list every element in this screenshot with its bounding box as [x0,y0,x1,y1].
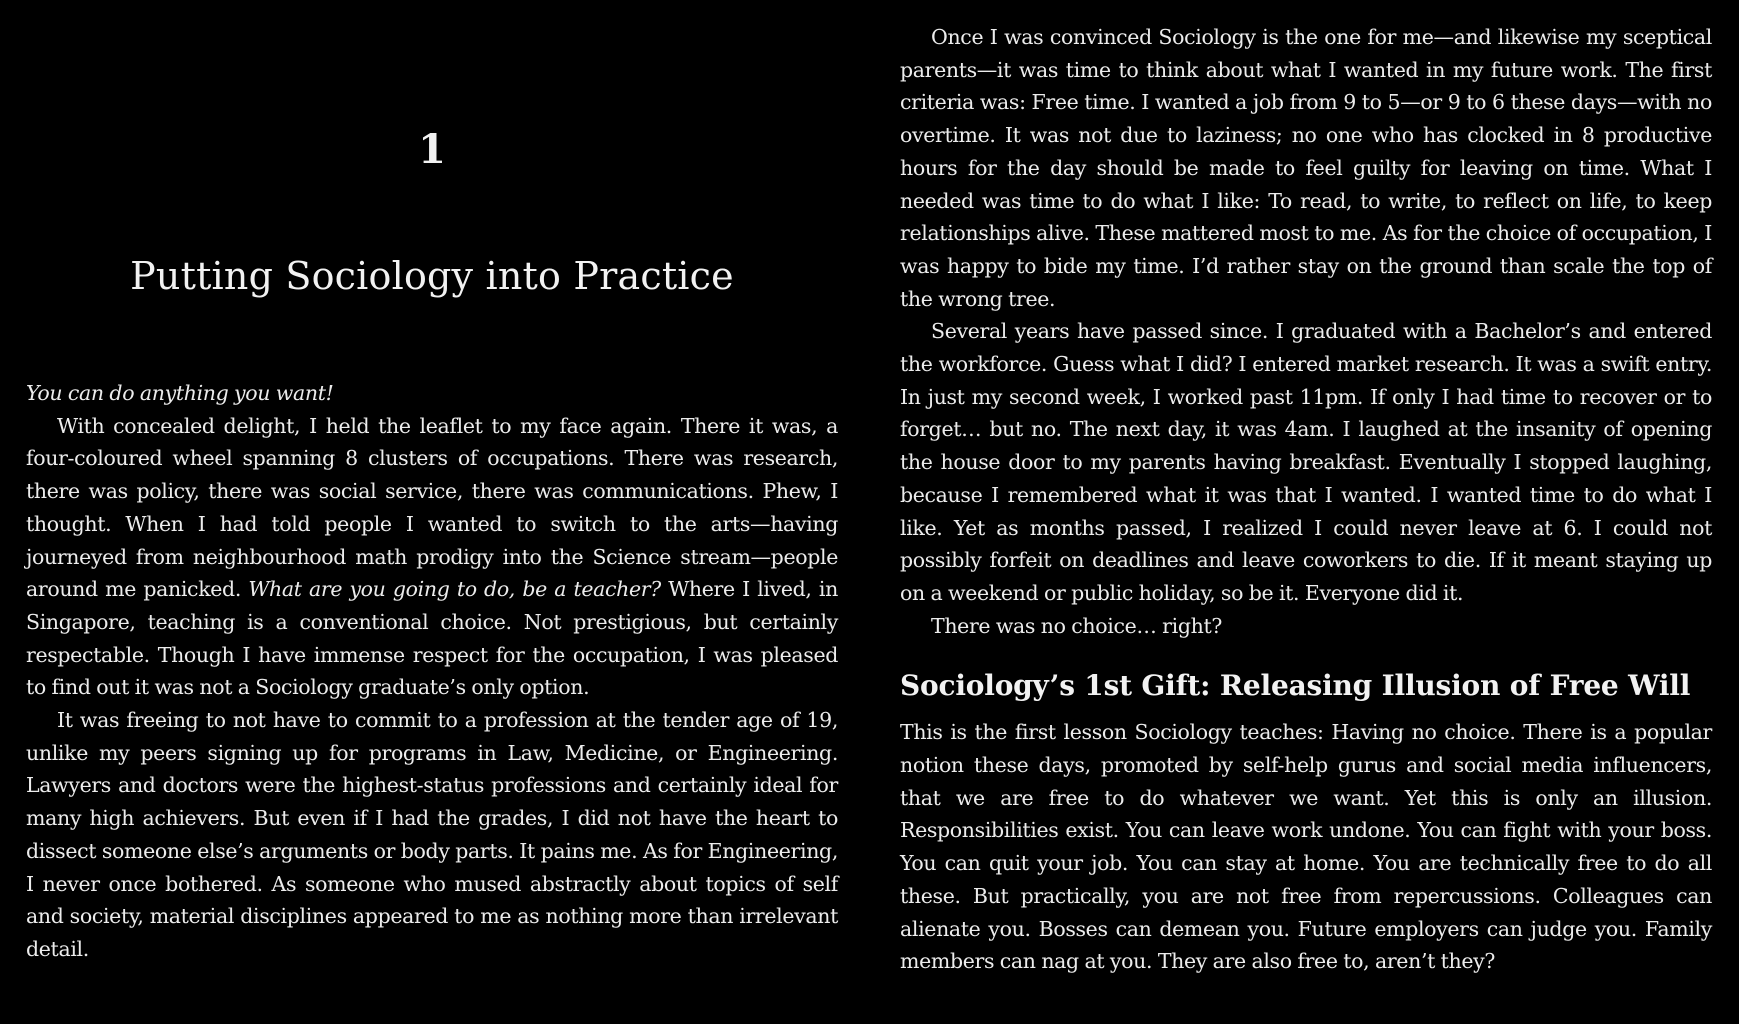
right-paragraph-4: This is the first lesson Sociology teaches: Having no choice. There is a popular notion these days, promoted by self-help gurus and social media influencers, that we are free to do whatever we want. Yet this is only an illusion. Responsibilities exist. You can leave work undone. You can fight with your boss. You can quit your job. You can stay at home. You are technically free to do all these. But practically, you are not free from repercussions. Colleagues can alienate you. Bosses can demean you. Future employers can judge you. Family members can nag at you. They are also free to, aren’t they? [900,720,1712,974]
chapter-title: Putting Sociology into Practice [130,254,734,298]
right-paragraph-1: Once I was convinced Sociology is the one for me—and likewise my sceptical parents—it was time to think about what I wanted in my future work. The first criteria was: Free time. I wanted a job from 9 to 5—or 9 to 6 these days—with no overtime. It was not due to laziness; no one who has clocked in 8 productive hours for the day should be made to feel guilty for leaving on time. What I needed was time to do what I like: To read, to write, to reflect on life, to keep relationships alive. These mattered most to me. As for the choice of occupation, I was happy to bide my time. I’d rather stay on the ground than scale the top of the wrong tree. [900,25,1712,311]
epigraph: You can do anything you want! [26,381,334,405]
chapter-number: 1 [418,126,446,173]
right-paragraph-2: Several years have passed since. I graduated with a Bachelor’s and entered the workforce. Guess what I did? I entered market research. It was a swift entry. In just my second week, I worked past 11pm. If only I had time to recover or to forget… but no. The next day, it was 4am. I laughed at the insanity of opening the house door to my parents having breakfast. Eventually I stopped laughing, because I remembered what it was that I wanted. I wanted time to do what I like. Yet as months passed, I realized I could never leave at 6. I could not possibly forfeit on deadlines and leave coworkers to die. If it meant staying up on a weekend or public holiday, so be it. Everyone did it. [900,319,1712,605]
left-paragraph-1 [26,410,838,704]
right-page-body [900,21,1712,978]
left-paragraph-1-part-a: With concealed delight, I held the leaflet to my face again. There it was, a four-coloured wheel spanning 8 clusters of occupations. There was research, there was policy, there was social service, there was communications. Phew, I thought. When I had told people I wanted to switch to the arts—having journeyed from neighbourhood math prodigy into the Science stream—people around me panicked. [26,413,838,602]
section-heading: Sociology’s 1st Gift: Releasing Illusion of Free Will [900,669,1691,703]
left-paragraph-1-part-b: Where I lived, in Singapore, teaching is a conventional choice. Not prestigious, but certainly respectable. Though I have immense respect for the occupation, I was pleased to find out it was not a Sociology graduate’s only option. [26,577,838,700]
right-paragraph-3: There was no choice… right? [931,613,1222,638]
left-paragraph-2: It was freeing to not have to commit to a profession at the tender age of 19, unlike my peers signing up for programs in Law, Medicine, or Engineering. Lawyers and doctors were the highest-status professions and certainly ideal for many high achievers. But even if I had the grades, I did not have the heart to dissect someone else’s arguments or body parts. It pains me. As for Engineering, I never once bothered. As someone who mused abstractly about topics of self and society, material disciplines appeared to me as nothing more than irrelevant detail. [26,708,838,961]
left-page-body [26,377,838,966]
left-paragraph-1-italic-quote: What are you going to do, be a teacher? [248,577,661,602]
